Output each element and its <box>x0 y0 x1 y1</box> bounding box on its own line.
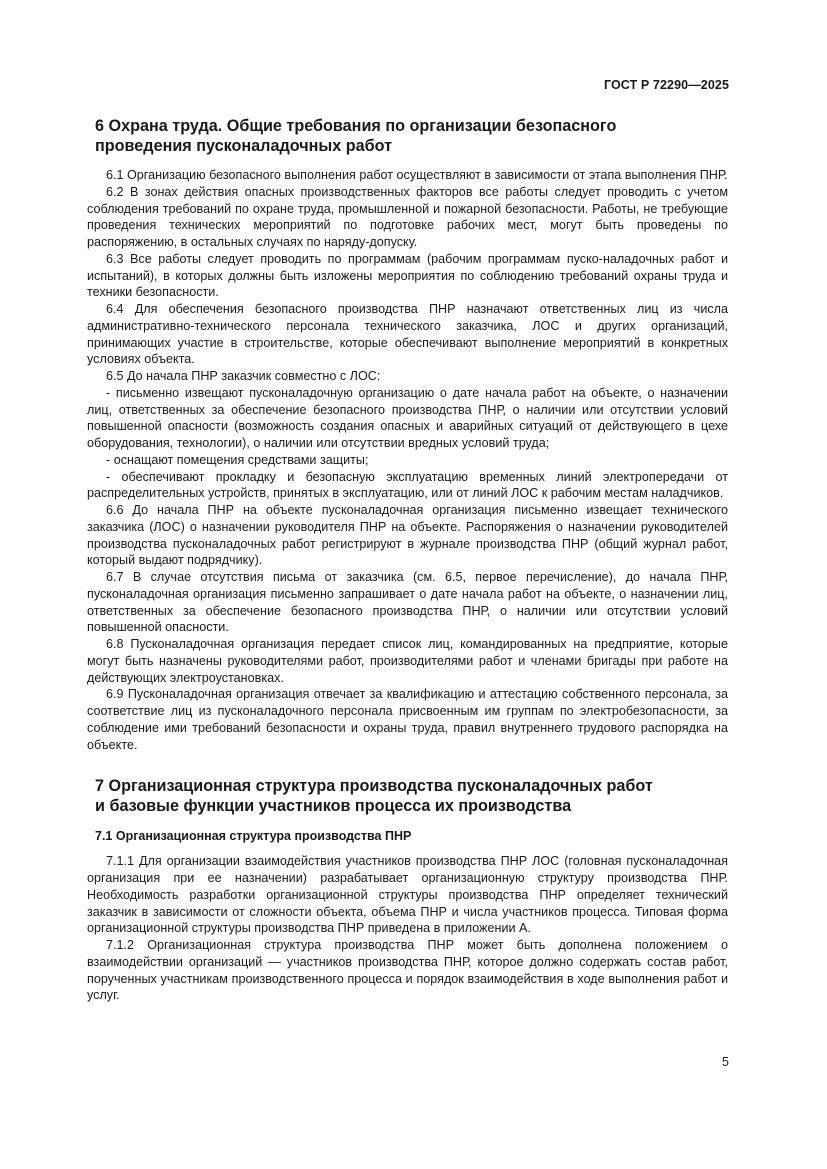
section-6-heading-line2: проведения пусконаладочных работ <box>95 137 393 155</box>
page-content <box>87 116 728 1004</box>
paragraph-6-3: 6.3 Все работы следует проводить по программам (рабочим программам пуско-наладочных работ и испытаний), в которых должны быть изложены мероприятия по соблюдению требований охраны труда и техники безопасности. <box>87 251 728 300</box>
section-7-heading <box>87 776 728 816</box>
paragraph-6-7: 6.7 В случае отсутствия письма от заказчика (см. 6.5, первое перечисление), до начала ПНР, пусконаладочная организация письменно запрашивает о дате начала работ на объекте, о назначении лиц, ответственных за обеспечение безопасного производства ПНР, о наличии или отсутствии условий повышенной опасности. <box>87 570 728 635</box>
paragraph-7-1-1: 7.1.1 Для организации взаимодействия участников производства ПНР ЛОС (головная пусконаладочная организация при ее назначении) разрабатывает организационную структуру производства ПНР. Необходимость разработки организационной структуры производства ПНР определяет технический заказчик в зависимости от сложности объекта, объема ПНР и числа участников процесса. Типовая форма организационной структуры производства ПНР приведена в приложении А. <box>87 854 728 936</box>
paragraph-6-2: 6.2 В зонах действия опасных производственных факторов все работы следует проводить с учетом соблюдения требований по охране труда, промышленной и пожарной безопасности. Работы, не требующие проведения технических мероприятий по подготовке рабочих мест, могут быть проведены по распоряжению, в остальных случаях по наряду-допуску. <box>87 184 728 249</box>
subsection-7-1-heading: 7.1 Организационная структура производства ПНР <box>95 829 412 844</box>
paragraph-6-5: 6.5 До начала ПНР заказчик совместно с ЛОС: <box>106 369 381 383</box>
paragraph-6-9: 6.9 Пусконаладочная организация отвечает за квалификацию и аттестацию собственного персонала, за соответствие лиц из пусконаладочного персонала присвоенным им группам по электробезопасности, за соблюдение ими требований безопасности и охраны труда, правил внутреннего трудового распорядка на объекте. <box>87 687 728 752</box>
list-item-6-5-2: - оснащают помещения средствами защиты; <box>106 452 369 467</box>
paragraph-6-1: 6.1 Организацию безопасного выполнения работ осуществляют в зависимости от этапа выполнения ПНР. <box>106 168 728 182</box>
document-code: ГОСТ Р 72290—2025 <box>603 78 729 92</box>
section-7-heading-line1: 7 Организационная структура производства пусконаладочных работ <box>95 777 653 796</box>
paragraph-6-8: 6.8 Пусконаладочная организация передает список лиц, командированных на предприятие, которые могут быть назначены руководителями работ, производителями работ и членами бригады при работе на действующих электроустановках. <box>87 637 728 685</box>
section-6-heading-line1: 6 Охрана труда. Общие требования по организации безопасного <box>95 117 617 135</box>
paragraph-7-1-2: 7.1.2 Организационная структура производства ПНР может быть дополнена положением о взаимодействии организаций — участников производства ПНР, которое должно содержать состав работ, порученных участникам производственного процесса и порядок взаимодействия в ходе выполнения работ и услуг. <box>87 938 728 1003</box>
list-item-6-5-3: - обеспечивают прокладку и безопасную эксплуатацию временных линий электропередачи от распределительных устройств, принятых в эксплуатацию, или от линий ЛОС к рабочим местам наладчиков. <box>87 469 728 501</box>
paragraph-6-4: 6.4 Для обеспечения безопасного производства ПНР назначают ответственных лиц из числа административно-технического персонала технического заказчика, ЛОС и других организаций, принимающих участие в строительстве, которые обеспечивают выполнение мероприятий в конкретных условиях объекта. <box>87 302 728 367</box>
section-6-heading <box>87 116 728 156</box>
list-item-6-5-1: - письменно извещают пусконаладочную организацию о дате начала работ на объекте, о назначении лиц, ответственных за обеспечение безопасного производства ПНР, о наличии или отсутствии условий повышенной опасности (возможность создания опасных и аварийных ситуаций от действующего в цехе оборудования, технологии), о наличии или отсутствии вредных условий труда; <box>87 385 728 450</box>
paragraph-6-6: 6.6 До начала ПНР на объекте пусконаладочная организация письменно извещает технического заказчика (ЛОС) о назначении руководителя ПНР на объекте. Распоряжения о назначении руководителей производства пусконаладочных работ регистрируют в журнале производства ПНР (общий журнал работ, который выдают подрядчику). <box>87 503 728 568</box>
section-7-heading-line2: и базовые функции участников процесса их производства <box>95 797 572 816</box>
page-number: 5 <box>722 1055 729 1069</box>
